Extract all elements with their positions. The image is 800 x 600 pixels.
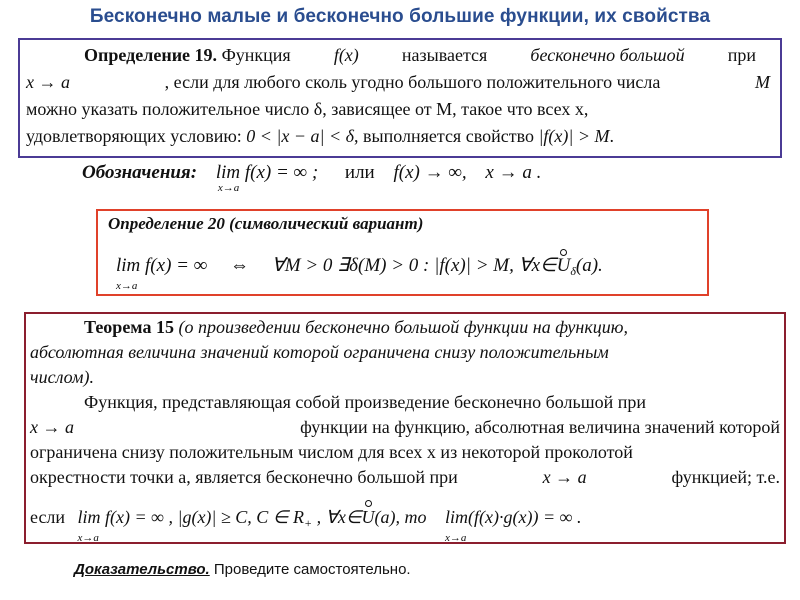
def19-line-2: x → a , если для любого сколь угодно большого положительного числа M xyxy=(26,72,770,92)
theorem-line-1: Теорема 15 (о произведении бесконечно большой функции на функцию, xyxy=(84,317,628,337)
theorem-label: Теорема 15 xyxy=(84,317,174,337)
theorem-15-box xyxy=(24,312,786,544)
slide-title: Бесконечно малые и бесконечно большие функции, их свойства xyxy=(89,6,711,27)
notation-limit: lim f(x) = ∞ ; x→a xyxy=(215,162,319,194)
def19-line-1: Определение 19. Функция f(x) называется бесконечно большой при xyxy=(84,45,756,65)
def19-function: f(x) xyxy=(333,45,359,65)
theorem-line-6: ограничена снизу положительным числом для всех x из некоторой проколотой xyxy=(30,442,633,462)
proof-line xyxy=(74,561,411,578)
theorem-line-4: Функция, представляющая собой произведение бесконечно большой при xyxy=(84,392,646,412)
definition-20-box xyxy=(96,209,709,296)
theorem-line-5: x → a функции на функцию, абсолютная величина значений которой xyxy=(30,417,780,437)
def20-label: Определение 20 (символический вариант) xyxy=(108,214,424,233)
notation-label: Обозначения: xyxy=(82,162,198,183)
def19-line-3: можно указать положительное число δ, зависящее от M, такое что всех x, xyxy=(26,99,589,119)
def20-limit: lim f(x) = ∞ x→a xyxy=(116,255,208,292)
proof-label: Доказательство. xyxy=(74,561,210,578)
punctured-neighborhood-symbol: U xyxy=(556,255,571,276)
theorem-limit-condition: lim f(x) = ∞ , |g(x)| ≥ C, C ∈ $R_+$ x→a xyxy=(77,507,313,544)
def19-line-4: удовлетворяющих условию: 0 < |x − a| < δ, выполняется свойство |f(x)| > M. xyxy=(26,126,614,146)
theorem-limit-result: lim(f(x)·g(x)) = ∞ . x→a xyxy=(445,507,582,544)
def20-formula: lim f(x) = ∞ x→a ⇔ ∀M > 0 ∃δ(M) > 0 : |f(x)| > M, $\forall x\in U_\delta(a)$. xyxy=(116,255,603,292)
def19-property: |f(x)| > M xyxy=(538,126,610,146)
equivalence-symbol: ⇔ xyxy=(230,255,250,276)
punctured-neighborhood-symbol: U xyxy=(361,507,375,527)
proof-text: Проведите самостоятельно. xyxy=(213,561,411,578)
def19-condition: 0 < |x − a| < δ xyxy=(246,126,354,146)
definition-19-box xyxy=(18,38,782,158)
theorem-line-2: абсолютная величина значений которой ограничена снизу положительным xyxy=(30,342,609,362)
theorem-line-7: окрестности точки a, является бесконечно большой при x → a функцией; т.е. xyxy=(30,467,780,487)
theorem-line-3: числом). xyxy=(30,367,94,387)
def19-label: Определение 19. xyxy=(84,45,218,65)
def19-term: бесконечно большой xyxy=(530,45,685,65)
notation-line: Обозначения: lim f(x) = ∞ ; x→a или f(x) → ∞, x → a . xyxy=(82,162,542,194)
theorem-formula: если lim f(x) = ∞ , |g(x)| ≥ C, C ∈ $R_+$ x→a , ∀x∈U(a), то lim(f(x)·g(x)) = ∞ . x→a xyxy=(30,507,582,544)
